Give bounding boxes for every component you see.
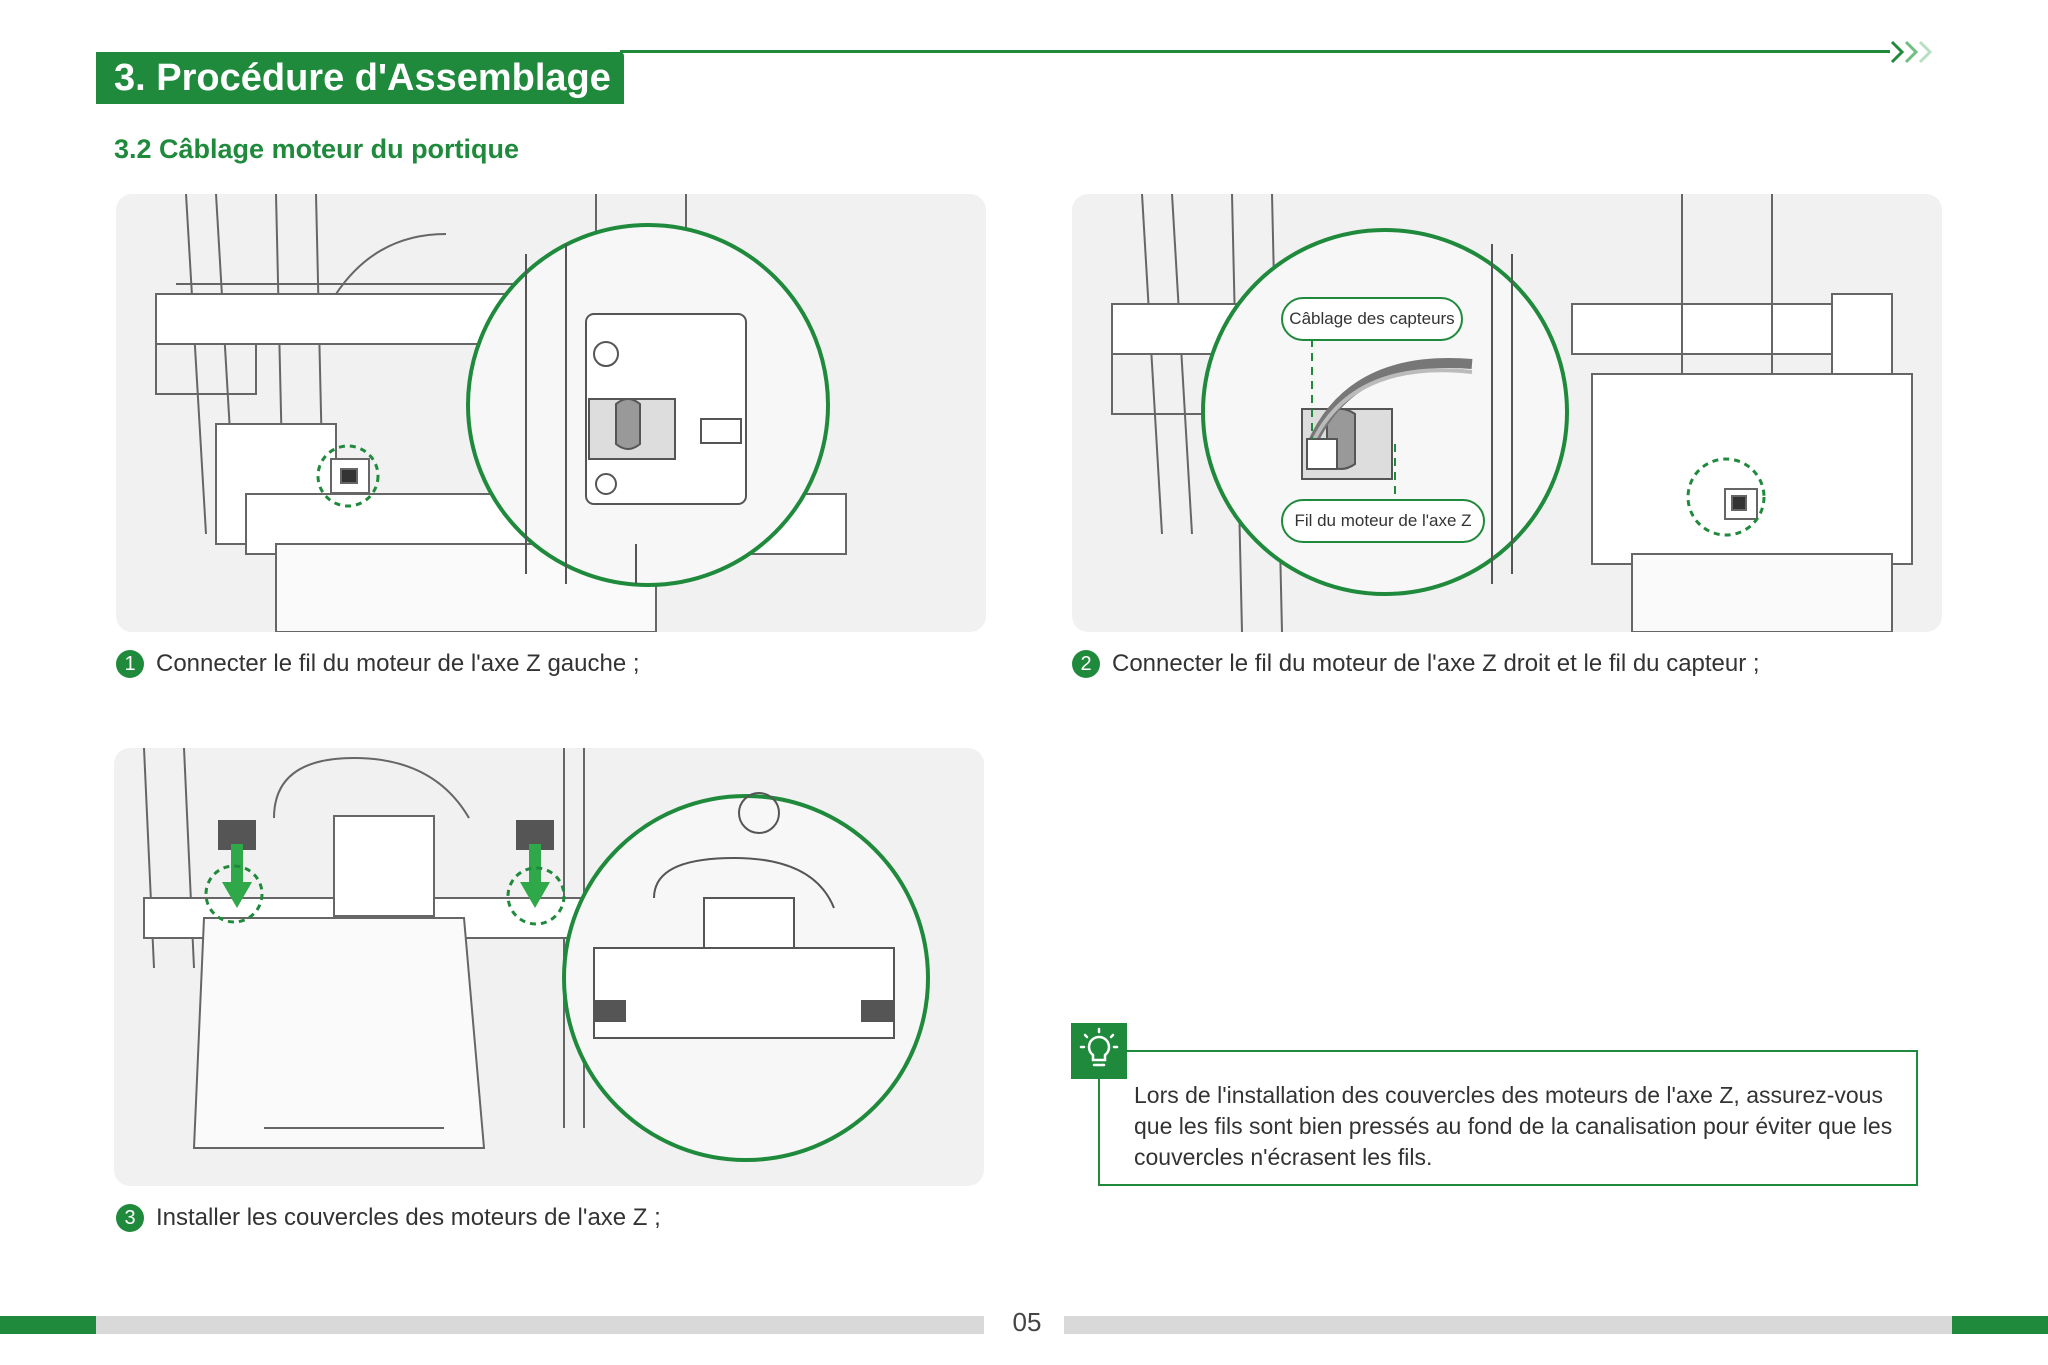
- step-number-badge: 1: [116, 650, 144, 678]
- footer-bar-right: [1064, 1316, 1952, 1334]
- step-text: Connecter le fil du moteur de l'axe Z droit et le fil du capteur ;: [1112, 650, 1760, 677]
- tip-text: Lors de l'installation des couvercles des moteurs de l'axe Z, assurez-vous que les fils sont bien pressés au fond de la canalisation pour éviter que les couvercles n'écrasent les fils.: [1134, 1082, 1893, 1170]
- header-rule: [620, 50, 1890, 53]
- illustration-step-1: [116, 194, 986, 632]
- step-number-badge: 2: [1072, 650, 1100, 678]
- printer-gantry-right-illustration: [1072, 194, 1942, 632]
- tip-icon-container: [1071, 1023, 1127, 1079]
- step-caption: [116, 650, 640, 678]
- illustration-step-3: [114, 748, 984, 1186]
- callout-sensor-wiring: Câblage des capteurs: [1289, 309, 1455, 328]
- chevron-right-icon: [1888, 30, 1944, 74]
- lightbulb-icon: [1071, 1023, 1127, 1079]
- subsection-title: 3.2 Câblage moteur du portique: [114, 134, 520, 164]
- footer-accent-right: [1952, 1316, 2048, 1334]
- callout-z-motor-wire: Fil du moteur de l'axe Z: [1294, 511, 1472, 530]
- step-text: Installer les couvercles des moteurs de l'axe Z ;: [156, 1204, 661, 1231]
- section-title: 3. Procédure d'Assemblage: [96, 52, 624, 104]
- step-text: Connecter le fil du moteur de l'axe Z gauche ;: [156, 650, 640, 677]
- footer-bar-left: [96, 1316, 984, 1334]
- page-number: 05: [1012, 1307, 1042, 1337]
- illustration-step-2: [1072, 194, 1942, 632]
- footer-accent-left: [0, 1316, 96, 1334]
- step-caption: [1072, 650, 1760, 678]
- printer-gantry-left-illustration: [116, 194, 986, 632]
- step-caption: [116, 1204, 661, 1232]
- step-number-badge: 3: [116, 1204, 144, 1232]
- printer-motor-covers-illustration: [114, 748, 984, 1186]
